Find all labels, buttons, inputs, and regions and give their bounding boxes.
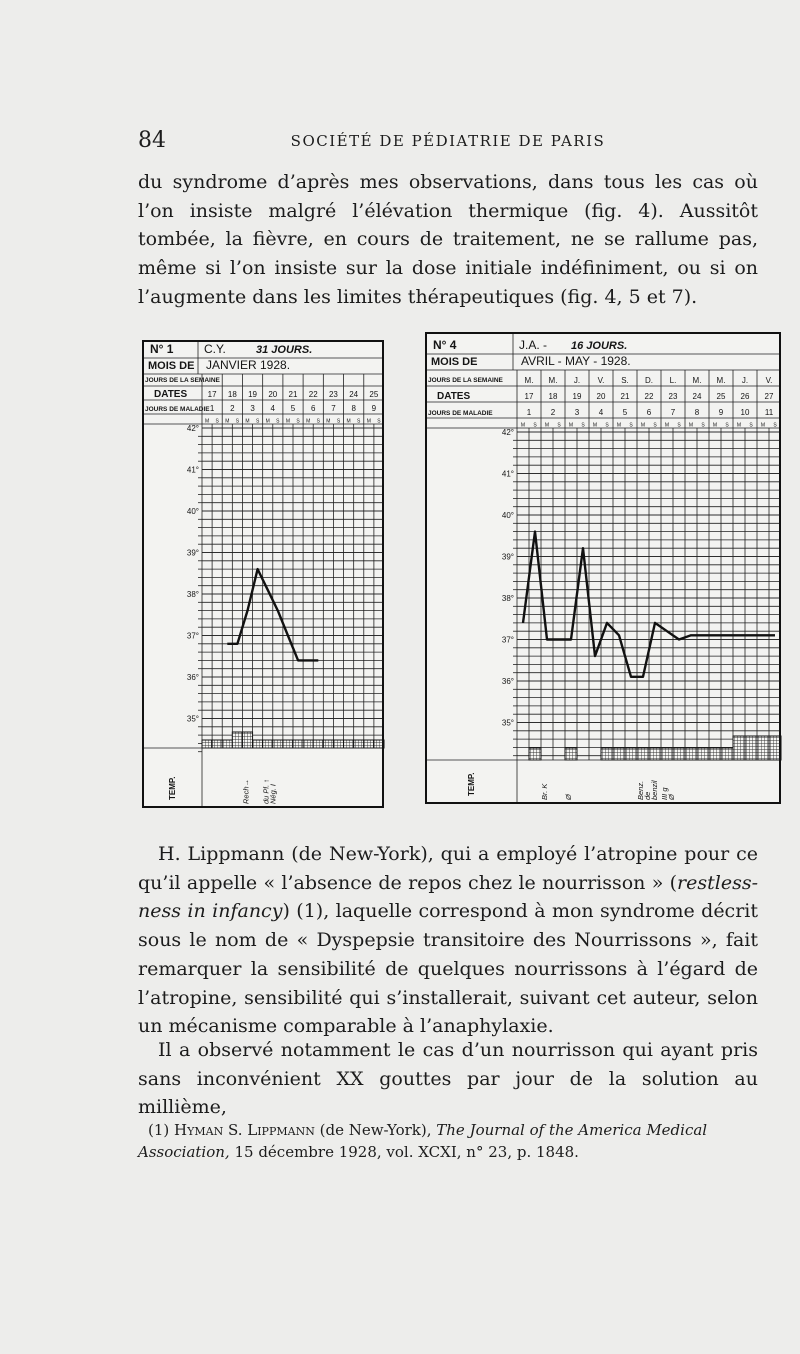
c1-y-tick-1: 41° bbox=[186, 465, 199, 475]
paragraph-observation: Il a observé notamment le cas d’un nourrisson qui ayant pris sans inconvénient XX gouttes par jour de la solution au millième, bbox=[138, 1039, 758, 1119]
c2-date-6: 23 bbox=[668, 392, 678, 401]
c2-illness-day-6: 7 bbox=[670, 408, 676, 417]
c2-treatment-bar-8 bbox=[613, 748, 625, 760]
c1-half-day-label-14: M bbox=[346, 418, 351, 425]
c1-half-day-label-10: M bbox=[306, 418, 311, 425]
c2-weekday-1: M. bbox=[548, 376, 558, 385]
page-number: 84 bbox=[138, 128, 166, 153]
c2-date-3: 20 bbox=[596, 392, 606, 401]
c2-weekday-0: M. bbox=[524, 376, 534, 385]
c2-treatment-bar-16 bbox=[709, 748, 721, 760]
c1-half-day-label-2: M bbox=[225, 418, 230, 425]
c2-weekday-5: D. bbox=[645, 376, 653, 385]
c2-half-day-label-12: M bbox=[664, 422, 670, 429]
c1-y-tick-3: 39° bbox=[186, 548, 199, 558]
c2-treatment-bar-7 bbox=[601, 748, 613, 760]
c1-stay-duration: 31 JOURS. bbox=[256, 344, 313, 356]
c2-illness-day-3: 4 bbox=[598, 408, 604, 417]
c2-date-7: 24 bbox=[692, 392, 702, 401]
c2-illness-day-2: 3 bbox=[574, 408, 580, 417]
c1-column-note-0: Rech→ bbox=[241, 778, 251, 804]
c2-weekday-9: J. bbox=[741, 376, 749, 385]
c1-temp-label: TEMP. bbox=[168, 776, 177, 800]
c1-half-day-label-7: S bbox=[276, 418, 280, 425]
c2-column-note-6: Ø bbox=[667, 794, 676, 800]
c2-weekday-6: L. bbox=[669, 376, 677, 385]
c2-dates-label: DATES bbox=[437, 391, 471, 402]
c2-y-tick-5: 37° bbox=[501, 635, 514, 645]
c2-paper bbox=[425, 332, 781, 804]
c2-treatment-bar-11 bbox=[649, 748, 661, 760]
c2-treatment-bar-10 bbox=[637, 748, 649, 760]
c2-half-day-label-5: S bbox=[581, 422, 585, 429]
c1-y-tick-2: 40° bbox=[186, 507, 199, 516]
c2-y-tick-3: 39° bbox=[501, 552, 514, 562]
c1-half-day-label-12: M bbox=[326, 418, 331, 425]
c2-column-note-1: Ø bbox=[564, 794, 573, 800]
c1-half-day-label-11: S bbox=[316, 418, 320, 425]
c2-illness-day-7: 8 bbox=[694, 408, 700, 417]
c2-column-note-0: Br. K bbox=[540, 783, 549, 800]
c2-column-note-5: III g bbox=[660, 787, 669, 800]
c2-y-tick-6: 36° bbox=[501, 677, 514, 686]
c2-month-label: MOIS DE bbox=[431, 356, 478, 368]
c2-month-value: AVRIL - MAY - 1928. bbox=[521, 354, 631, 368]
c2-half-day-label-19: S bbox=[749, 422, 753, 429]
c1-half-day-label-16: M bbox=[366, 418, 371, 425]
c2-y-tick-4: 38° bbox=[501, 594, 514, 603]
c1-treatment-bar-9 bbox=[293, 740, 303, 748]
c1-half-day-label-8: M bbox=[285, 418, 291, 425]
c2-y-tick-0: 42° bbox=[501, 428, 514, 437]
c1-treatment-bar-5 bbox=[253, 740, 263, 748]
c1-treatment-bar-15 bbox=[354, 740, 364, 748]
c1-date-4: 21 bbox=[288, 390, 298, 399]
c2-half-day-label-14: M bbox=[688, 422, 694, 429]
c1-treatment-bar-13 bbox=[333, 740, 343, 748]
c2-half-day-label-2: M bbox=[544, 422, 550, 429]
c1-date-6: 23 bbox=[328, 390, 338, 399]
c2-column-note-4: benzil bbox=[650, 780, 659, 800]
c2-illness-day-4: 5 bbox=[622, 408, 628, 417]
c1-illness-day-5: 6 bbox=[310, 404, 316, 413]
c2-half-day-label-20: M bbox=[760, 422, 766, 429]
c2-temp-label: TEMP. bbox=[467, 772, 476, 796]
c1-treatment-bar-4 bbox=[242, 732, 252, 748]
footnote-place: (de New-York), bbox=[319, 1121, 432, 1139]
c2-half-day-label-11: S bbox=[653, 422, 657, 429]
c1-date-0: 17 bbox=[207, 390, 217, 399]
c2-weekday-3: V. bbox=[597, 376, 605, 385]
c2-treatment-bar-4 bbox=[565, 748, 577, 760]
c2-treatment-bar-13 bbox=[673, 748, 685, 760]
paragraph-lippmann-em: restless-ness in infancy bbox=[138, 871, 758, 923]
c2-column-note-3: de bbox=[643, 791, 652, 800]
c2-weekday-8: M. bbox=[716, 376, 726, 385]
c1-half-day-label-3: S bbox=[235, 418, 240, 425]
c1-patient-initials: C.Y. bbox=[204, 342, 226, 356]
c2-date-9: 26 bbox=[740, 392, 750, 401]
c1-treatment-bar-1 bbox=[212, 740, 222, 748]
c2-illness-day-8: 9 bbox=[718, 408, 724, 417]
c2-half-day-label-6: M bbox=[592, 422, 598, 429]
c1-chart-number: N° 1 bbox=[150, 342, 174, 356]
c2-weekday-2: J. bbox=[573, 376, 581, 385]
c1-illness-day-0: 1 bbox=[209, 404, 215, 413]
c1-half-day-label-15: S bbox=[357, 418, 361, 425]
c1-half-day-label-6: M bbox=[265, 418, 270, 425]
c2-treatment-bar-14 bbox=[685, 748, 697, 760]
c1-treatment-bar-14 bbox=[344, 740, 354, 748]
c1-illness-day-8: 9 bbox=[371, 404, 377, 413]
c1-illness-day-4: 5 bbox=[290, 404, 296, 413]
c1-illness-day-7: 8 bbox=[351, 404, 356, 413]
c2-illness-day-1: 2 bbox=[550, 408, 556, 417]
c2-half-day-label-1: S bbox=[533, 422, 537, 429]
c2-half-day-label-16: M bbox=[712, 422, 718, 429]
c1-treatment-bar-11 bbox=[313, 740, 323, 748]
c1-half-day-label-13: S bbox=[336, 418, 341, 425]
c2-illness-day-0: 1 bbox=[526, 408, 532, 417]
c2-half-day-label-8: M bbox=[616, 422, 622, 429]
c2-date-0: 17 bbox=[524, 392, 534, 401]
c1-y-tick-6: 36° bbox=[186, 673, 199, 682]
c2-half-day-label-3: S bbox=[557, 422, 561, 429]
c1-month-label: MOIS DE bbox=[148, 360, 195, 372]
c2-y-tick-1: 41° bbox=[501, 469, 514, 479]
c2-treatment-bar-12 bbox=[661, 748, 673, 760]
c1-illness-day-6: 7 bbox=[331, 404, 336, 413]
c2-treatment-bar-18 bbox=[733, 736, 745, 760]
c1-weekdays-label: JOURS DE LA SEMAINE bbox=[145, 377, 220, 384]
c1-y-tick-5: 37° bbox=[186, 631, 199, 641]
c1-y-tick-4: 38° bbox=[186, 590, 199, 599]
c1-column-note-1: du Pl. ↑ bbox=[261, 778, 271, 804]
c2-date-8: 25 bbox=[716, 392, 726, 401]
c1-treatment-bar-6 bbox=[263, 740, 273, 748]
temperature-chart-1 bbox=[142, 340, 384, 808]
c2-date-2: 19 bbox=[572, 392, 582, 401]
paragraph-lippmann-part2: ) (1), laquelle correspond à mon syndrome décrit sous le nom de « Dyspepsie transitoire des Nourrissons », fait remarquer la sensibilité de quelques nourrissons à l’égard de l’atropine, sensibilité qui s’installerait, suivant cet auteur, selon un mécanisme comparable à l’anaphylaxie. bbox=[138, 900, 758, 1038]
c1-date-3: 20 bbox=[268, 390, 278, 399]
temperature-chart-2 bbox=[425, 332, 781, 804]
c1-date-7: 24 bbox=[349, 390, 359, 399]
c1-half-day-label-17: S bbox=[377, 418, 381, 425]
c1-date-8: 25 bbox=[369, 390, 379, 399]
c2-half-day-label-0: M bbox=[520, 422, 526, 429]
page-header bbox=[138, 128, 758, 158]
c1-y-tick-7: 35° bbox=[186, 714, 199, 724]
c2-patient-initials: J.A. - bbox=[519, 338, 548, 352]
c2-weekday-4: S. bbox=[621, 376, 629, 385]
c2-treatment-bar-17 bbox=[721, 748, 733, 760]
c2-treatment-bar-1 bbox=[529, 748, 541, 760]
c2-treatment-bar-20 bbox=[757, 736, 769, 760]
c2-date-1: 18 bbox=[548, 392, 558, 401]
footnote-journal: The Journal of the America Medical Association, bbox=[138, 1121, 708, 1161]
paragraph-lippmann-part1: H. Lippmann (de New-York), qui a employé l’atropine pour ce qu’il appelle « l’absence de repos chez le nourrisson » ( bbox=[138, 843, 758, 894]
c2-y-tick-7: 35° bbox=[501, 718, 514, 728]
c2-column-note-2: Benz. bbox=[636, 780, 645, 800]
c1-illness-days-label: JOURS DE MALADIE bbox=[145, 406, 210, 413]
c2-weekdays-label: JOURS DE LA SEMAINE bbox=[428, 377, 503, 384]
c1-illness-day-1: 2 bbox=[230, 404, 235, 413]
c2-weekday-10: V. bbox=[765, 376, 773, 385]
footnote-author: Hyman S. Lippmann bbox=[174, 1121, 315, 1139]
c1-date-5: 22 bbox=[308, 390, 318, 399]
footnote-marker: (1) bbox=[148, 1121, 170, 1139]
c2-half-day-label-17: S bbox=[725, 422, 729, 429]
c2-illness-days-label: JOURS DE MALADIE bbox=[428, 410, 493, 417]
c2-half-day-label-15: S bbox=[701, 422, 705, 429]
c2-half-day-label-21: S bbox=[773, 422, 777, 429]
c1-treatment-bar-8 bbox=[283, 740, 293, 748]
c2-illness-day-9: 10 bbox=[740, 408, 750, 417]
c1-half-day-label-0: M bbox=[204, 418, 210, 425]
c2-half-day-label-9: S bbox=[629, 422, 633, 429]
c1-date-2: 19 bbox=[248, 390, 258, 399]
c1-month-value: JANVIER 1928. bbox=[206, 358, 291, 372]
c1-illness-day-3: 4 bbox=[270, 404, 276, 413]
c2-date-5: 22 bbox=[644, 392, 654, 401]
c1-treatment-bar-16 bbox=[364, 740, 374, 748]
c2-illness-day-10: 11 bbox=[764, 408, 774, 417]
c2-half-day-label-13: S bbox=[677, 422, 681, 429]
c1-half-day-label-9: S bbox=[296, 418, 300, 425]
c2-half-day-label-18: M bbox=[736, 422, 742, 429]
c2-y-tick-2: 40° bbox=[501, 511, 514, 520]
c2-chart-number: N° 4 bbox=[433, 338, 457, 352]
c1-treatment-bar-3 bbox=[232, 732, 242, 748]
c2-date-10: 27 bbox=[764, 392, 774, 401]
c1-treatment-bar-0 bbox=[202, 740, 212, 748]
c1-treatment-bar-7 bbox=[273, 740, 283, 748]
c1-half-day-label-4: M bbox=[245, 418, 250, 425]
c2-stay-duration: 16 JOURS. bbox=[571, 340, 628, 352]
c2-treatment-bar-9 bbox=[625, 748, 637, 760]
c1-date-1: 18 bbox=[227, 390, 237, 399]
c2-half-day-label-7: S bbox=[605, 422, 609, 429]
c1-half-day-label-5: S bbox=[255, 418, 260, 425]
c2-half-day-label-4: M bbox=[568, 422, 574, 429]
c2-treatment-bar-15 bbox=[697, 748, 709, 760]
c1-y-tick-0: 42° bbox=[186, 424, 199, 433]
c2-illness-day-5: 6 bbox=[646, 408, 652, 417]
c1-illness-day-2: 3 bbox=[250, 404, 255, 413]
c1-dates-label: DATES bbox=[154, 389, 188, 400]
paragraph-lippmann bbox=[138, 840, 758, 1041]
running-title: SOCIÉTÉ DE PÉDIATRIE DE PARIS bbox=[290, 132, 606, 150]
c1-half-day-label-1: S bbox=[215, 418, 219, 425]
c1-treatment-bar-12 bbox=[323, 740, 333, 748]
c1-treatment-bar-10 bbox=[303, 740, 313, 748]
footnote bbox=[138, 1119, 758, 1163]
paragraph-intro: du syndrome d’après mes observations, dans tous les cas où l’on insiste malgré l’élévation thermique (fig. 4). Aussitôt tombée, la fièvre, en cours de traitement, ne se rallume pas, même si l’on insiste sur la dose initiale indéfiniment, ou si on l’augmente dans les limites thérapeutiques (fig. 4, 5 et 7). bbox=[138, 171, 758, 308]
c1-treatment-bar-2 bbox=[222, 740, 232, 748]
c1-column-note-2: Nég. I bbox=[268, 783, 278, 804]
c2-half-day-label-10: M bbox=[640, 422, 646, 429]
c2-weekday-7: M. bbox=[692, 376, 702, 385]
c2-date-4: 21 bbox=[620, 392, 630, 401]
footnote-rest: 15 décembre 1928, vol. XCXI, n° 23, p. 1848. bbox=[234, 1143, 579, 1161]
c2-treatment-bar-19 bbox=[745, 736, 757, 760]
